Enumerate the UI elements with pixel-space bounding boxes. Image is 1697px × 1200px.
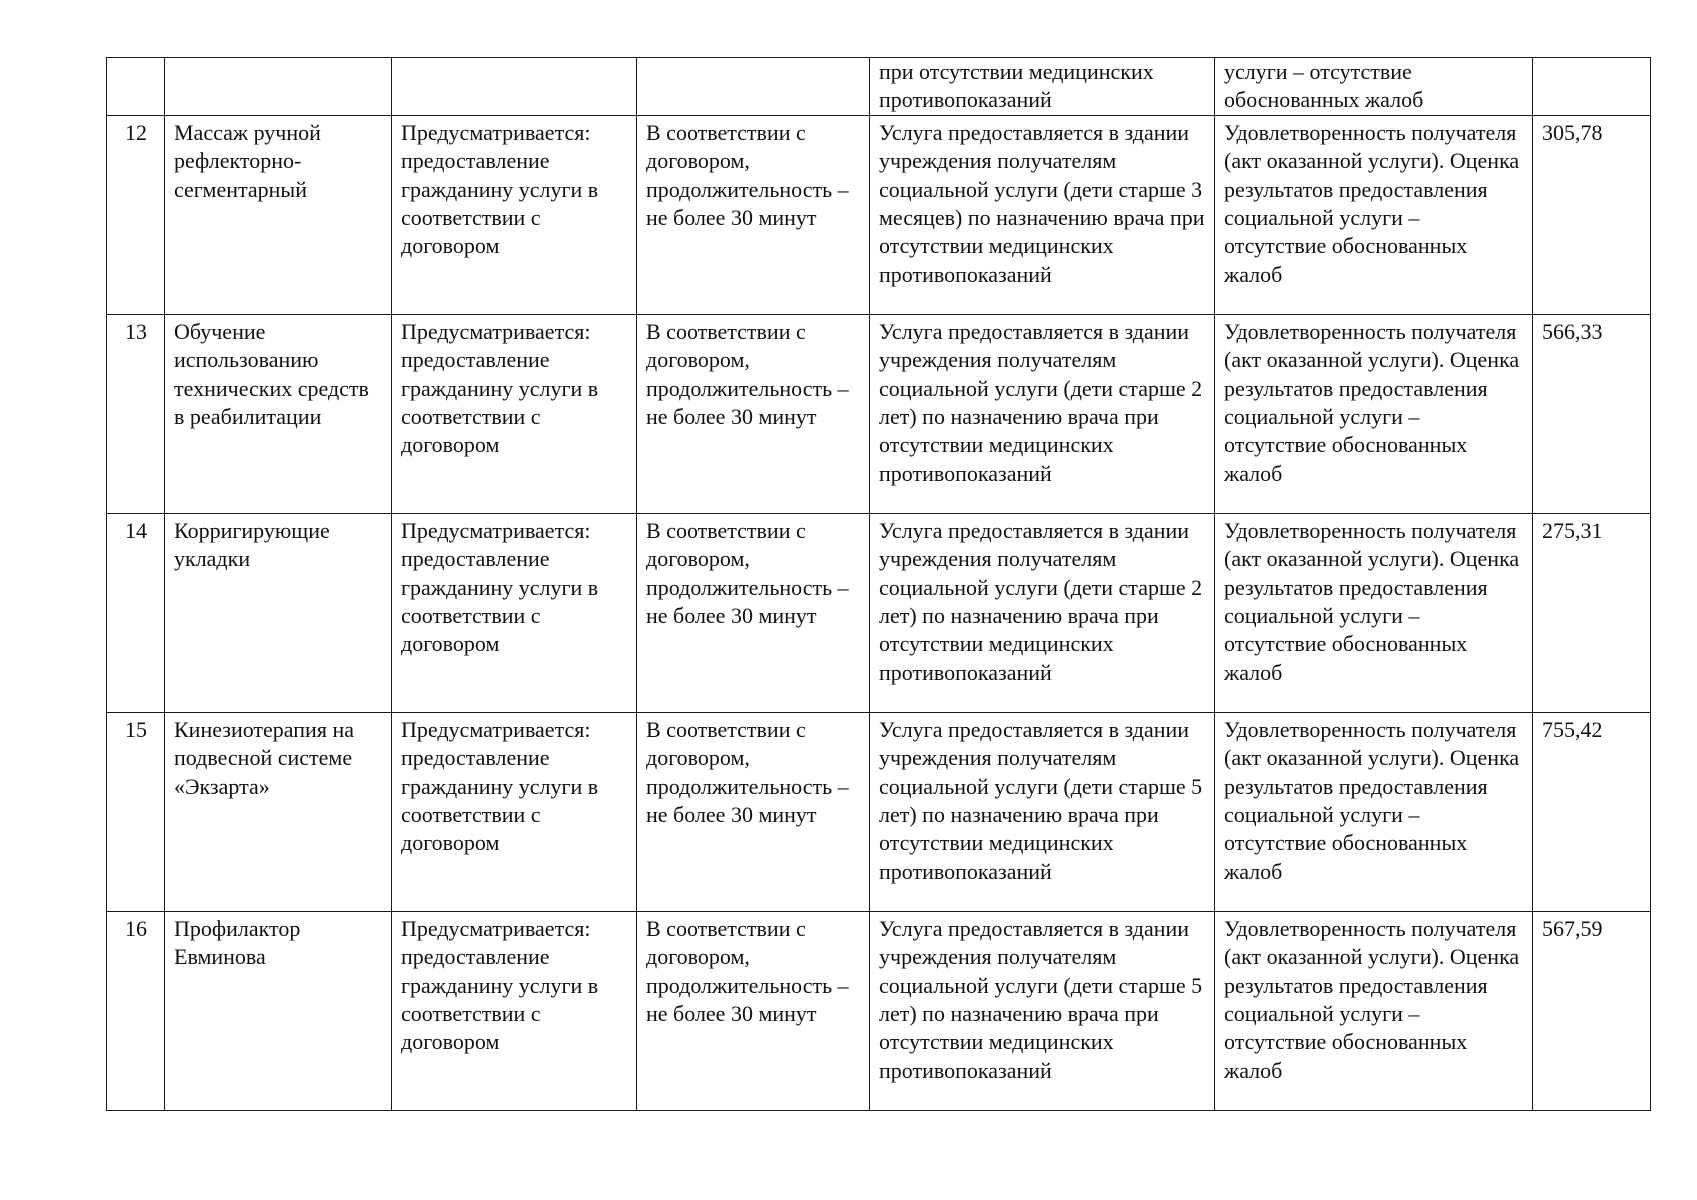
cell-price: 567,59 [1533,911,1651,1110]
cell-service-name: Корригирующие укладки [165,513,392,712]
cell-price: 305,78 [1533,115,1651,314]
cell-service-name [165,58,392,116]
table-row [107,911,1651,1110]
cell-price [1533,58,1651,116]
cell-description: Предусматривается: предоставление гражданину услуги в соответствии с договором [392,911,637,1110]
cell-conditions: Услуга предоставляется в здании учреждения получателям социальной услуги (дети старше 5 лет) по назначению врача при отсутствии медицинских противопоказаний [870,911,1215,1110]
cell-number: 14 [107,513,165,712]
cell-service-name: Кинезиотерапия на подвесной системе «Экзарта» [165,712,392,911]
document-page [106,57,1650,1111]
cell-service-name: Обучение использованию технических средств в реабилитации [165,314,392,513]
table-row [107,115,1651,314]
quality-text: услуги – отсутствие обоснованных жалоб [1224,59,1424,113]
cell-number: 13 [107,314,165,513]
table-row [107,314,1651,513]
cell-conditions: Услуга предоставляется в здании учреждения получателям социальной услуги (дети старше 5 лет) по назначению врача при отсутствии медицинских противопоказаний [870,712,1215,911]
cell-description: Предусматривается: предоставление гражданину услуги в соответствии с договором [392,115,637,314]
cell-number: 12 [107,115,165,314]
cell-number: 15 [107,712,165,911]
cell-price: 566,33 [1533,314,1651,513]
cell-conditions [870,58,1215,116]
cell-quality: Удовлетворенность получателя (акт оказанной услуги). Оценка результатов предоставления социальной услуги – отсутствие обоснованных жалоб [1215,911,1533,1110]
cell-service-name: Массаж ручной рефлекторно-сегментарный [165,115,392,314]
table-row [107,712,1651,911]
table-row [107,513,1651,712]
cell-conditions: Услуга предоставляется в здании учреждения получателям социальной услуги (дети старше 3 месяцев) по назначению врача при отсутствии медицинских противопоказаний [870,115,1215,314]
cell-quality: Удовлетворенность получателя (акт оказанной услуги). Оценка результатов предоставления социальной услуги – отсутствие обоснованных жалоб [1215,712,1533,911]
cell-quality [1215,58,1533,116]
table-row [107,58,1651,116]
cell-duration [637,58,870,116]
cell-conditions: Услуга предоставляется в здании учреждения получателям социальной услуги (дети старше 2 лет) по назначению врача при отсутствии медицинских противопоказаний [870,513,1215,712]
cell-duration: В соответствии с договором, продолжительность – не более 30 минут [637,911,870,1110]
cell-service-name: Профилактор Евминова [165,911,392,1110]
cell-quality: Удовлетворенность получателя (акт оказанной услуги). Оценка результатов предоставления социальной услуги – отсутствие обоснованных жалоб [1215,314,1533,513]
cell-description: Предусматривается: предоставление гражданину услуги в соответствии с договором [392,712,637,911]
services-table [106,57,1651,1111]
cell-description [392,58,637,116]
cell-price: 275,31 [1533,513,1651,712]
cell-conditions: Услуга предоставляется в здании учреждения получателям социальной услуги (дети старше 2 лет) по назначению врача при отсутствии медицинских противопоказаний [870,314,1215,513]
cell-duration: В соответствии с договором, продолжительность – не более 30 минут [637,115,870,314]
cell-duration: В соответствии с договором, продолжительность – не более 30 минут [637,712,870,911]
cell-duration: В соответствии с договором, продолжительность – не более 30 минут [637,314,870,513]
cell-description: Предусматривается: предоставление гражданину услуги в соответствии с договором [392,314,637,513]
cell-price: 755,42 [1533,712,1651,911]
cell-duration: В соответствии с договором, продолжительность – не более 30 минут [637,513,870,712]
cell-number: 16 [107,911,165,1110]
cell-number [107,58,165,116]
conditions-text: при отсутствии медицинских противопоказаний [879,59,1154,113]
cell-description: Предусматривается: предоставление гражданину услуги в соответствии с договором [392,513,637,712]
cell-quality: Удовлетворенность получателя (акт оказанной услуги). Оценка результатов предоставления социальной услуги – отсутствие обоснованных жалоб [1215,513,1533,712]
cell-quality: Удовлетворенность получателя (акт оказанной услуги). Оценка результатов предоставления социальной услуги – отсутствие обоснованных жалоб [1215,115,1533,314]
